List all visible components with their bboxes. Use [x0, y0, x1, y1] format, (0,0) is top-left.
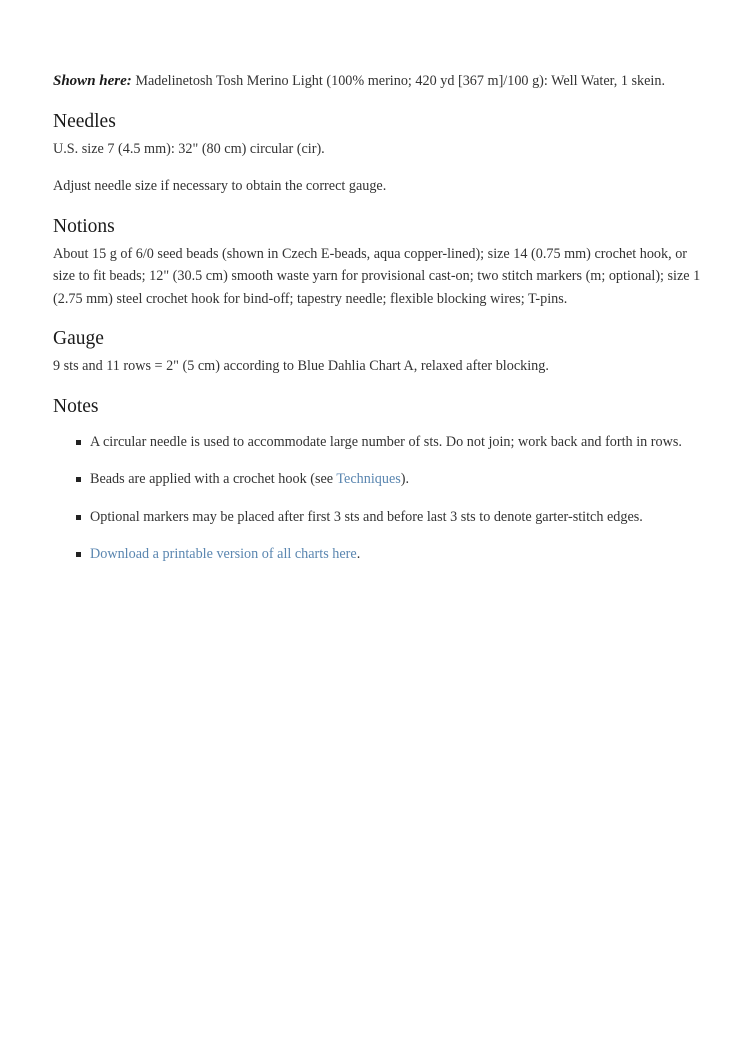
- notes-item-text: A circular needle is used to accommodate large number of sts. Do not join; work back and forth in rows.: [90, 433, 682, 450]
- notions-heading: Notions: [53, 215, 115, 237]
- techniques-link[interactable]: Techniques: [336, 471, 401, 487]
- notes-heading: Notes: [53, 395, 99, 417]
- notes-item-markers: [53, 506, 703, 529]
- notes-item-text: Beads are applied with a crochet hook (see: [90, 471, 337, 487]
- gauge-text: 9 sts and 11 rows = 2" (5 cm) according to Blue Dahlia Chart A, relaxed after blocking.: [53, 358, 549, 374]
- notes-list: [53, 431, 703, 566]
- notes-item-beads: [53, 468, 703, 491]
- notes-item-text: Optional markers may be placed after first 3 sts and before last 3 sts to denote garter-stitch edges.: [90, 508, 643, 525]
- notes-item-text: ).: [400, 471, 410, 487]
- bullet-icon: [76, 515, 81, 520]
- shown-here-paragraph: [53, 70, 703, 93]
- shown-here-label: Shown here:: [53, 73, 132, 89]
- needles-heading: Needles: [53, 110, 116, 132]
- notes-item-download: [53, 543, 703, 566]
- notions-text: About 15 g of 6/0 seed beads (shown in Czech E-beads, aqua copper-lined); size 14 (0.75 mm) crochet hook, or size to fit beads; 12" (30.5 cm) smooth waste yarn for provisional cast-on; two stitch markers (m; optional); size 1 (2.75 mm) steel crochet hook for bind-off; tapestry needle; flexible blocking wires; T-pins.: [53, 245, 701, 307]
- bullet-icon: [76, 552, 81, 557]
- notes-item-text: .: [356, 546, 361, 562]
- download-charts-link[interactable]: Download a printable version of all charts here: [90, 546, 357, 562]
- document-page: [53, 70, 703, 566]
- gauge-heading: Gauge: [53, 328, 104, 349]
- bullet-icon: [76, 477, 81, 482]
- shown-here-text: Madelinetosh Tosh Merino Light (100% merino; 420 yd [367 m]/100 g): Well Water, 1 skein.: [131, 73, 666, 89]
- bullet-icon: [76, 440, 81, 445]
- needles-line-1: U.S. size 7 (4.5 mm): 32" (80 cm) circular (cir).: [53, 140, 325, 157]
- notes-item-circular-needle: [53, 431, 703, 454]
- needles-line-2: Adjust needle size if necessary to obtain the correct gauge.: [53, 178, 387, 194]
